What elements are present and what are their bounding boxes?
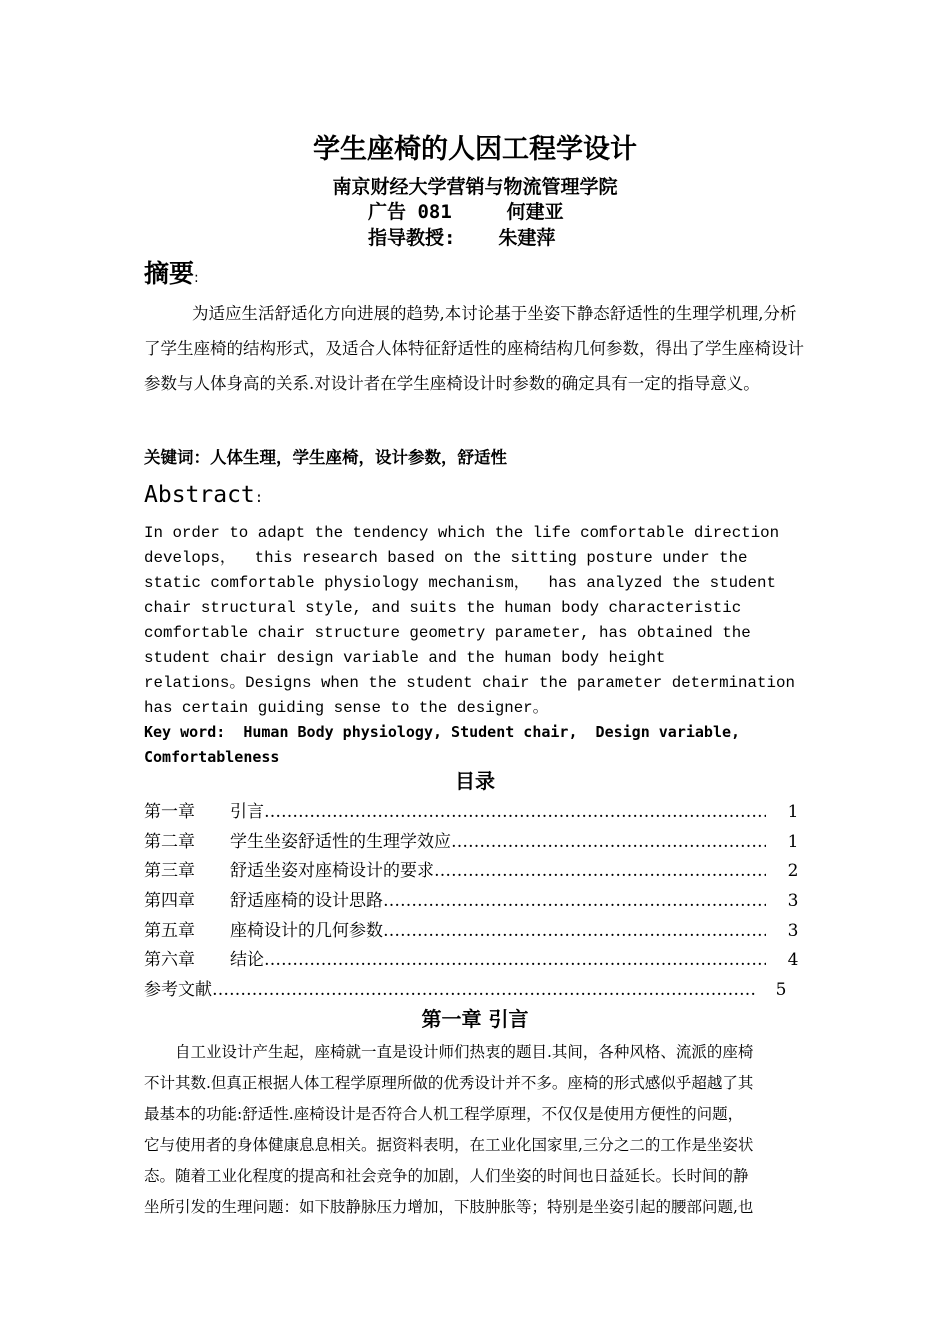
body-line: 态。随着工业化程度的提高和社会竞争的加剧，人们坐姿的时间也日益延长。长时间的静 bbox=[144, 1167, 749, 1185]
toc-page: 4 bbox=[787, 950, 799, 970]
toc-entry[interactable] bbox=[144, 827, 800, 857]
keywords-en-line: Comfortableness bbox=[144, 748, 280, 766]
toc-name: 舒适坐姿对座椅设计的要求 ……………………………………………………………………………………………………………………………………… bbox=[230, 856, 766, 886]
keywords-zh: 关键词：人体生理，学生座椅，设计参数，舒适性 bbox=[144, 448, 507, 467]
document-title: 学生座椅的人因工程学设计 bbox=[313, 134, 637, 165]
abstract-en-heading: Abstract: bbox=[144, 482, 264, 508]
toc-page: 2 bbox=[787, 861, 799, 881]
toc-name: 引言 ……………………………………………………………………………………………………………………………………… bbox=[230, 797, 766, 827]
advisor-name: 朱建萍 bbox=[498, 227, 556, 249]
toc-chapter: 第四章 bbox=[144, 891, 195, 911]
toc-title: 目录 bbox=[455, 769, 495, 793]
toc-page: 1 bbox=[787, 802, 799, 822]
toc-chapter: 第三章 bbox=[144, 861, 195, 881]
keywords-en-line: Key word: Human Body physiology, Student chair, Design variable, bbox=[144, 723, 741, 741]
advisor-line bbox=[368, 226, 555, 250]
institution: 南京财经大学营销与物流管理学院 bbox=[332, 176, 618, 198]
abstract-zh-heading: 摘要: bbox=[144, 259, 199, 288]
body-line: 自工业设计产生起，座椅就一直是设计师们热衷的题目.其间，各种风格、流派的座椅 bbox=[144, 1043, 754, 1061]
body-line: 它与使用者的身体健康息息相关。据资料表明，在工业化国家里,三分之二的工作是坐姿状 bbox=[144, 1136, 754, 1154]
abstract-en-line: develops， this research based on the sitting posture under the bbox=[144, 549, 748, 567]
author-line bbox=[368, 200, 564, 224]
toc-name: 结论 ……………………………………………………………………………………………………………………………………… bbox=[230, 945, 766, 975]
abstract-en-line: chair structural style, and suits the human body characteristic bbox=[144, 599, 742, 617]
abstract-en-line: student chair design variable and the human body height bbox=[144, 649, 666, 667]
abstract-en-text bbox=[144, 521, 795, 721]
toc-page: 3 bbox=[787, 921, 799, 941]
toc-entry[interactable] bbox=[144, 945, 800, 975]
body-line: 坐所引发的生理问题：如下肢静脉压力增加，下肢肿胀等；特别是坐姿引起的腰部问题,也 bbox=[144, 1198, 754, 1216]
toc-references[interactable] bbox=[144, 975, 800, 1005]
toc-entry[interactable] bbox=[144, 886, 800, 916]
toc-name: 座椅设计的几何参数 ……………………………………………………………………………………………………………………………………… bbox=[230, 916, 766, 946]
toc-entry[interactable] bbox=[144, 856, 800, 886]
toc-entry[interactable] bbox=[144, 916, 800, 946]
abstract-en-line: static comfortable physiology mechanism， has analyzed the student bbox=[144, 574, 776, 592]
toc-chapter: 第六章 bbox=[144, 950, 195, 970]
abstract-en-line: comfortable chair structure geometry parameter, has obtained the bbox=[144, 624, 751, 642]
abstract-en-line: In order to adapt the tendency which the life comfortable direction bbox=[144, 524, 780, 542]
body-line: 不计其数.但真正根据人体工程学原理所做的优秀设计并不多。座椅的形式感似乎超越了其 bbox=[144, 1074, 754, 1092]
toc-name: 舒适座椅的设计思路 ……………………………………………………………………………………………………………………………………… bbox=[230, 886, 766, 916]
toc-chapter: 第一章 bbox=[144, 802, 195, 822]
abstract-en-line: relations。Designs when the student chair the parameter determination bbox=[144, 674, 795, 692]
class-label: 广告 081 bbox=[368, 201, 452, 223]
advisor-label: 指导教授: bbox=[368, 227, 456, 249]
body-line: 最基本的功能:舒适性.座椅设计是否符合人机工程学原理，不仅仅是使用方便性的问题， bbox=[144, 1105, 744, 1123]
toc-name: 参考文献 ……………………………………………………………………………………………………………………………………… bbox=[144, 975, 756, 1005]
author-name: 何建亚 bbox=[506, 201, 564, 223]
toc-chapter: 第二章 bbox=[144, 832, 195, 852]
toc-page: 5 bbox=[775, 980, 787, 1000]
toc-entry[interactable] bbox=[144, 797, 800, 827]
toc-page: 1 bbox=[787, 832, 799, 852]
chapter1-body bbox=[144, 1037, 808, 1223]
toc-chapter: 第五章 bbox=[144, 921, 195, 941]
abstract-en-line: has certain guiding sense to the designer。 bbox=[144, 699, 549, 717]
toc-name: 学生坐姿舒适性的生理学效应 ……………………………………………………………………………………………………………………………………… bbox=[230, 827, 766, 857]
keywords-en bbox=[144, 720, 740, 770]
chapter-heading: 第一章 引言 bbox=[421, 1007, 529, 1031]
toc-page: 3 bbox=[787, 891, 799, 911]
abstract-zh-text: 为适应生活舒适化方向进展的趋势,本讨论基于坐姿下静态舒适性的生理学机理,分析了学生座椅的结构形式，及适合人体特征舒适性的座椅结构几何参数，得出了学生座椅设计参数与人体身高的关系.对设计者在学生座椅设计时参数的确定具有一定的指导意义。 bbox=[144, 304, 804, 393]
